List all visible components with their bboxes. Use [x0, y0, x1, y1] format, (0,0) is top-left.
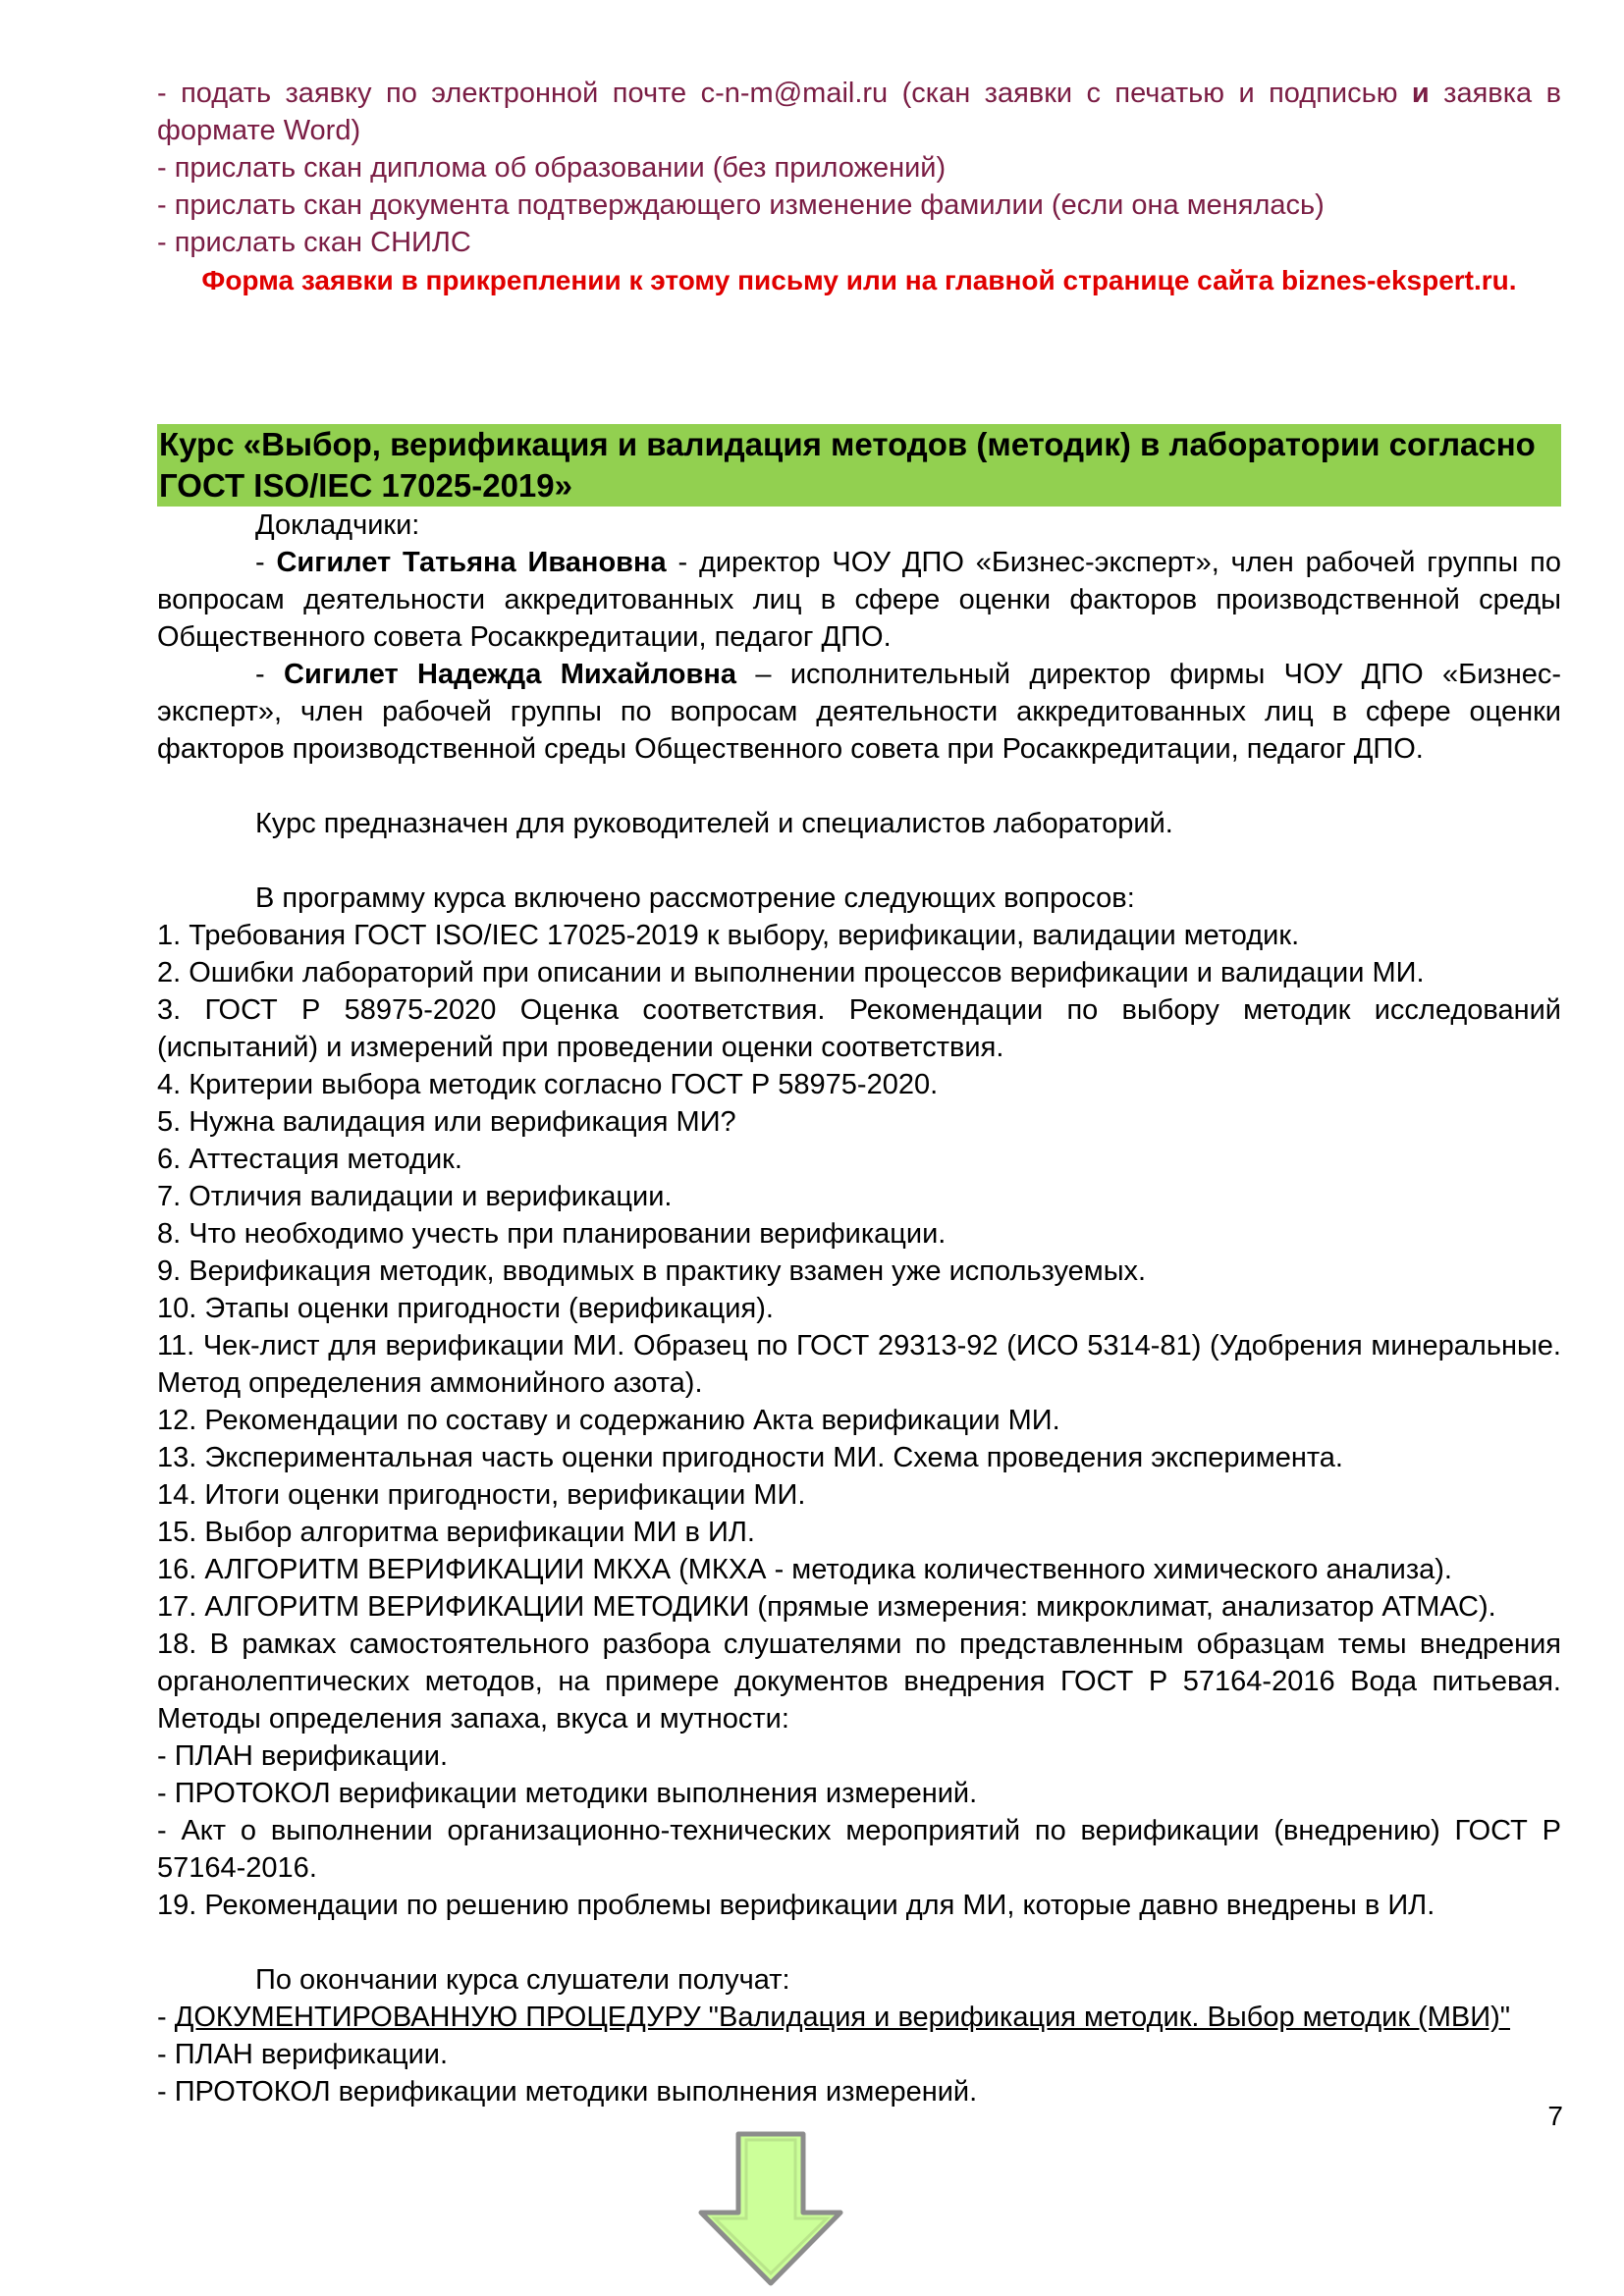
program-item: 12. Рекомендации по составу и содержанию Акта верификации МИ. [157, 1405, 1060, 1436]
result-protocol: - ПРОТОКОЛ верификации методики выполнения измерений. [157, 2076, 978, 2108]
result-plan: - ПЛАН верификации. [157, 2039, 449, 2070]
program-item: 19. Рекомендации по решению проблемы верификации для МИ, которые давно внедрены в ИЛ. [157, 1890, 1435, 1921]
contact-line-email [157, 75, 1561, 149]
program-item: - Акт о выполнении организационно-технических мероприятий по верификации (внедрению) ГОСТ Р 57164-2016. [157, 1815, 1561, 1884]
program-list [157, 917, 1561, 1924]
program-item: 16. АЛГОРИТМ ВЕРИФИКАЦИИ МКХА (МКХА - методика количественного химического анализа). [157, 1554, 1452, 1585]
contact-line-surname: - прислать скан документа подтверждающего изменение фамилии (если она менялась) [157, 189, 1325, 221]
document-body [157, 75, 1561, 2110]
speaker-1-name: Сигилет Татьяна Ивановна [276, 547, 667, 578]
speaker-2-desc: – исполнительный директор фирмы ЧОУ ДПО «Бизнес-эксперт», член рабочей группы по вопросам деятельности аккредитованных лиц в сфере оценки факторов производственной среды Общественного совета при Росаккредитации, педагог ДПО. [157, 659, 1562, 765]
contact-line-snils: - прислать скан СНИЛС [157, 227, 471, 258]
page-number: 7 [1547, 2101, 1563, 2131]
speaker-1-prefix: - [255, 547, 277, 578]
program-item: - ПЛАН верификации. [157, 1740, 449, 1772]
speakers-label: Докладчики: [255, 509, 420, 541]
program-item: 1. Требования ГОСТ ISO/IEC 17025-2019 к выбору, верификации, валидации методик. [157, 920, 1300, 951]
down-arrow-icon [697, 2130, 844, 2287]
program-intro: В программу курса включено рассмотрение следующих вопросов: [255, 882, 1135, 914]
contact-line-diploma: - прислать скан диплома об образовании (без приложений) [157, 152, 947, 184]
result-procedure-prefix: - [157, 2002, 175, 2033]
audience: Курс предназначен для руководителей и специалистов лабораторий. [255, 808, 1173, 839]
program-item: 11. Чек-лист для верификации МИ. Образец по ГОСТ 29313-92 (ИСО 5314-81) (Удобрения минеральные. Метод определения аммонийного азота). [157, 1330, 1561, 1399]
program-item: 18. В рамках самостоятельного разбора слушателями по представленным образцам темы внедрения органолептических методов, на примере документов внедрения ГОСТ Р 57164-2016 Вода питьевая. Методы определения запаха, вкуса и мутности: [157, 1629, 1561, 1735]
program-item: 14. Итоги оценки пригодности, верификации МИ. [157, 1479, 806, 1511]
result-procedure [157, 1999, 1561, 2036]
program-item: 3. ГОСТ Р 58975-2020 Оценка соответствия. Рекомендации по выбору методик исследований (испытаний) и измерений при проведении оценки соответствия. [157, 994, 1561, 1063]
program-item: 17. АЛГОРИТМ ВЕРИФИКАЦИИ МЕТОДИКИ (прямые измерения: микроклимат, анализатор АТМАС). [157, 1591, 1496, 1623]
speaker-2 [157, 656, 1561, 768]
results-intro: По окончании курса слушатели получат: [255, 1964, 790, 1996]
program-item: 5. Нужна валидация или верификация МИ? [157, 1106, 736, 1138]
speaker-2-prefix: - [255, 659, 285, 690]
form-note: Форма заявки в прикреплении к этому письму или на главной странице сайта biznes-ekspert.ru. [201, 265, 1517, 295]
course-title: Курс «Выбор, верификация и валидация методов (методик) в лаборатории согласно ГОСТ ISO/IEC 17025-2019» [157, 424, 1561, 507]
program-item: - ПРОТОКОЛ верификации методики выполнения измерений. [157, 1778, 978, 1809]
program-item: 7. Отличия валидации и верификации. [157, 1181, 673, 1212]
program-item: 2. Ошибки лабораторий при описании и выполнении процессов верификации и валидации МИ. [157, 957, 1425, 988]
speaker-1-desc: - директор ЧОУ ДПО «Бизнес-эксперт», член рабочей группы по вопросам деятельности аккредитованных лиц в сфере оценки факторов производственной среды Общественного совета Росаккредитации, педагог ДПО. [157, 547, 1561, 653]
program-item: 13. Экспериментальная часть оценки пригодности МИ. Схема проведения эксперимента. [157, 1442, 1343, 1473]
program-item: 9. Верификация методик, вводимых в практику взамен уже используемых. [157, 1255, 1147, 1287]
contact-line-email-end: заявка в формате Word) [157, 78, 1562, 146]
program-item: 8. Что необходимо учесть при планировании верификации. [157, 1218, 947, 1250]
program-item: 4. Критерии выбора методик согласно ГОСТ Р 58975-2020. [157, 1069, 939, 1100]
contact-line-email-bold: и [1411, 78, 1430, 109]
contact-line-email-text: - подать заявку по электронной почте c-n-m@mail.ru (скан заявки с печатью и подписью [157, 78, 1412, 109]
program-item: 15. Выбор алгоритма верификации МИ в ИЛ. [157, 1517, 755, 1548]
result-procedure-text: ДОКУМЕНТИРОВАННУЮ ПРОЦЕДУРУ "Валидация и верификация методик. Выбор методик (МВИ)" [174, 2002, 1511, 2033]
speaker-1 [157, 544, 1561, 656]
program-item: 6. Аттестация методик. [157, 1144, 462, 1175]
speaker-2-name: Сигилет Надежда Михайловна [284, 659, 736, 690]
program-item: 10. Этапы оценки пригодности (верификация). [157, 1293, 774, 1324]
